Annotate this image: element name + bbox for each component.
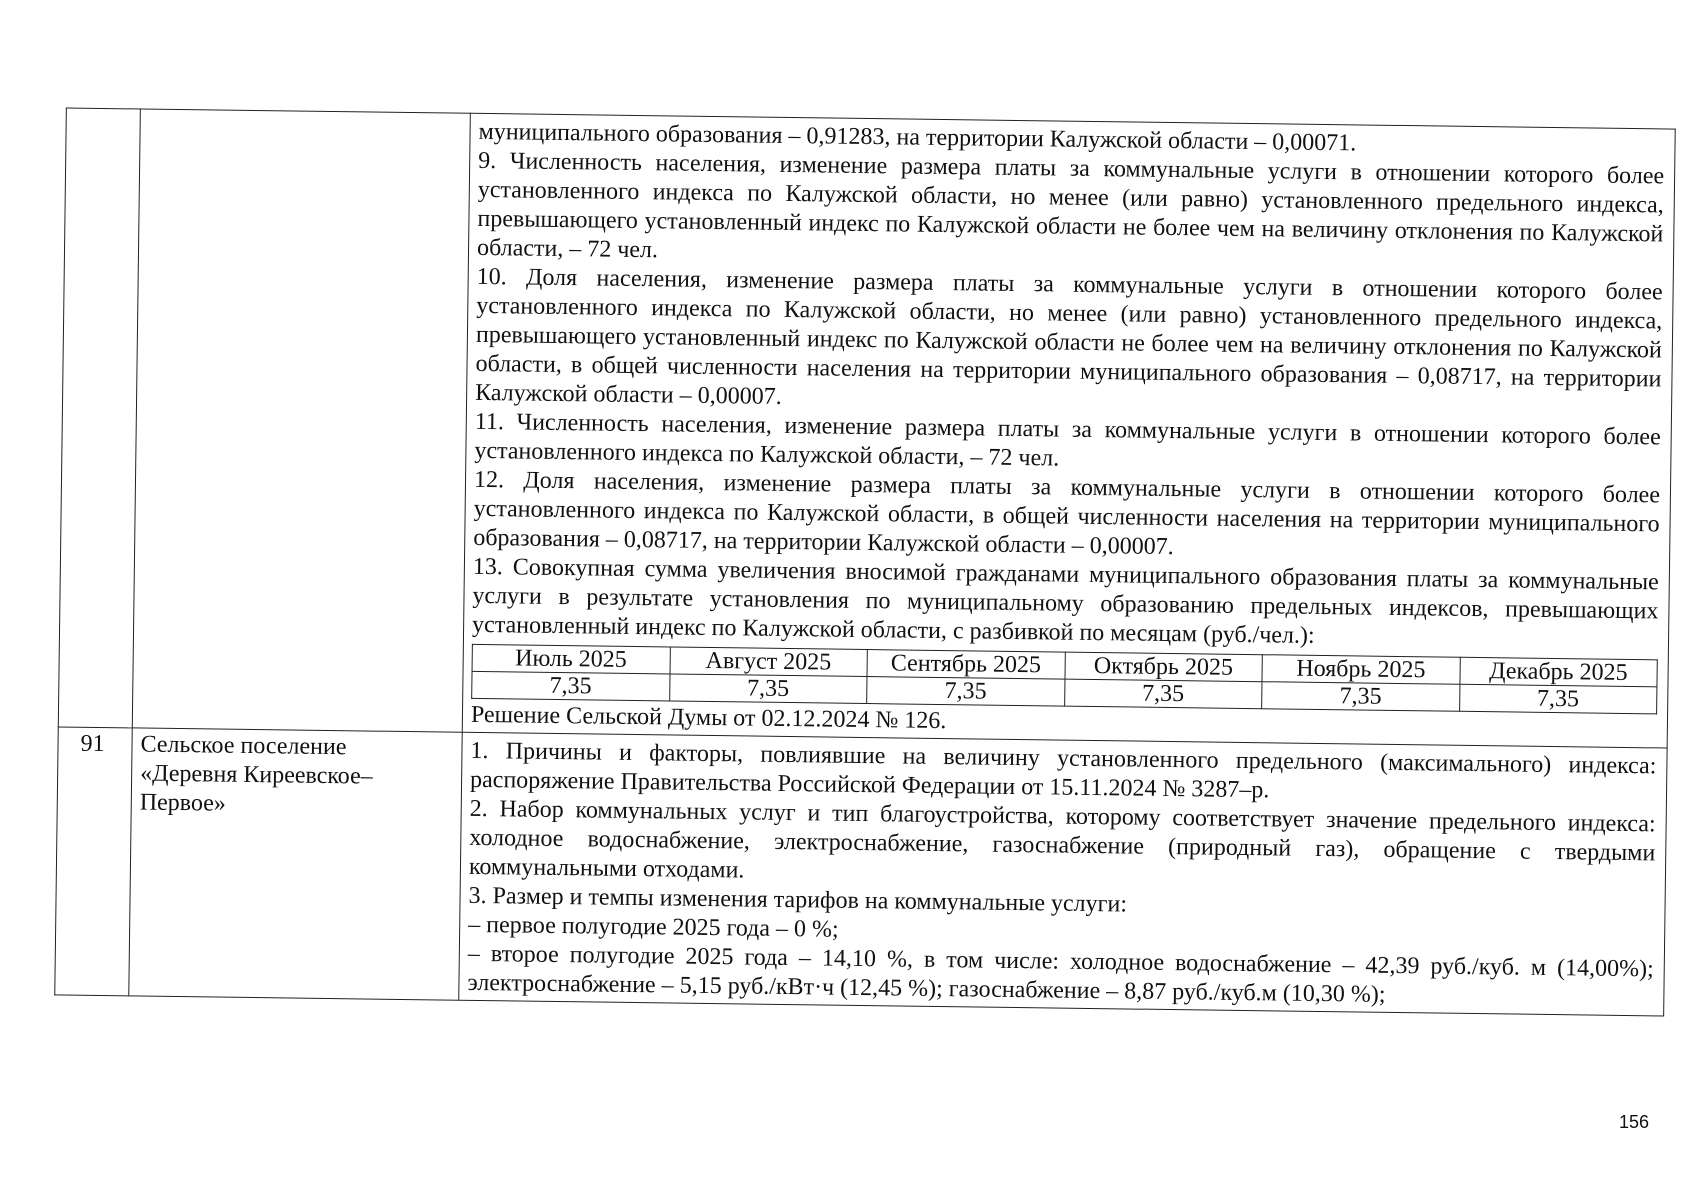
paragraph-item-9: 9. Численность населения, изменение размера платы за коммунальные услуги в отношении которого более установленного индекса по Калужской области, но менее (или равно) установленного предельного индекса, превышающего установленный индекс по Калужской области не более чем на величину отклонения по Калужской области, – 72 чел. [476,147,1665,264]
paragraph-item-3: 3. Размер и темпы изменения тарифов на коммунальные услуги: [468,882,1128,918]
table-row-91 [55,727,1667,1016]
paragraph-item-10: 10. Доля населения, изменение размера платы за коммунальные услуги в отношении которого более установленного индекса по Калужской области, но менее (или равно) установленного предельного индекса, превышающего установленный индекс по Калужской области не более чем на величину отклонения по Калужской области, в общей численности населения на территории муниципального образования – 0,08717, на территории Калужской области – 0,00007. [475,263,1663,410]
month-header-cell: Июль 2025 [472,644,670,674]
month-value-cell: 7,35 [669,674,867,704]
description-cell [459,732,1667,1016]
month-header-cell: Декабрь 2025 [1459,657,1657,687]
paragraph-item-13: 13. Совокупная сумма увеличения вносимой гражданами муниципального образования платы за коммунальные услуги в результате установления по муниципальному образованию предельных индексов, превышающих установленный индекс по Калужской области, с разбивкой по месяцам (руб./чел.): [471,553,1659,649]
paragraph-tariff-second-half: – второе полугодие 2025 года – 14,10 %, в том числе: холодное водоснабжение – 42,39 руб./куб. м (14,00%); электроснабжение – 5,15 руб./кВт·ч (12,45 %); газоснабжение – 8,87 руб./куб.м (10,30 %); [467,940,1654,1008]
paragraph-tariff-first-half: – первое полугодие 2025 года – 0 %; [468,911,839,943]
description-cell [462,113,1675,748]
month-value-cell: 7,35 [867,677,1065,707]
month-value-cell: 7,35 [1262,682,1460,712]
municipalities-index-table [54,108,1675,1017]
table-row-previous-continued [58,108,1675,748]
page-number: 156 [1618,1112,1649,1132]
month-value-cell: 7,35 [1064,679,1262,709]
month-value-cell: 7,35 [472,671,670,701]
month-header-cell: Сентябрь 2025 [867,650,1065,680]
month-value-cell: 7,35 [1459,684,1657,714]
paragraph-item-2: 2. Набор коммунальных услуг и тип благоустройства, которому соответствует значение предельного индекса: холодное водоснабжение, электроснабжение, газоснабжение (природный газ), обращение с твердыми коммунальными отходами. [468,795,1656,884]
month-header-cell: Август 2025 [670,647,868,677]
paragraph-item-11: 11. Численность населения, изменение размера платы за коммунальные услуги в отношении которого более установленного индекса по Калужской области, – 72 чел. [474,408,1661,472]
paragraph-item-12: 12. Доля населения, изменение размера платы за коммунальные услуги в отношении которого более установленного индекса по Калужской области, в общей численности населения на территории муниципального образования – 0,08717, на территории Калужской области – 0,00007. [473,466,1661,561]
month-header-cell: Октябрь 2025 [1064,652,1262,682]
row-number-cell [55,727,133,996]
municipality-name-line: «Деревня Киреевское– [139,760,373,790]
decision-reference: Решение Сельской Думы от 02.12.2024 № 126. [470,701,947,735]
row-number-cell-empty [58,108,140,728]
municipality-name [132,728,462,821]
month-header-cell: Ноябрь 2025 [1262,655,1460,685]
municipality-name-cell [129,728,462,1000]
paragraph-continued: муниципального образования – 0,91283, на территории Калужской области – 0,00071. [478,118,1357,157]
municipality-name-line: Первое» [139,789,227,817]
row-number: 91 [80,730,105,758]
municipality-name-cell-empty [132,109,470,732]
paragraph-item-1: 1. Причины и факторы, повлиявшие на величину установленного предельного (максимального) индекса: распоряжение Правительства Российской Федерации от 15.11.2024 № 3287–р. [469,737,1657,804]
municipality-name-line: Сельское поселение [140,731,347,761]
